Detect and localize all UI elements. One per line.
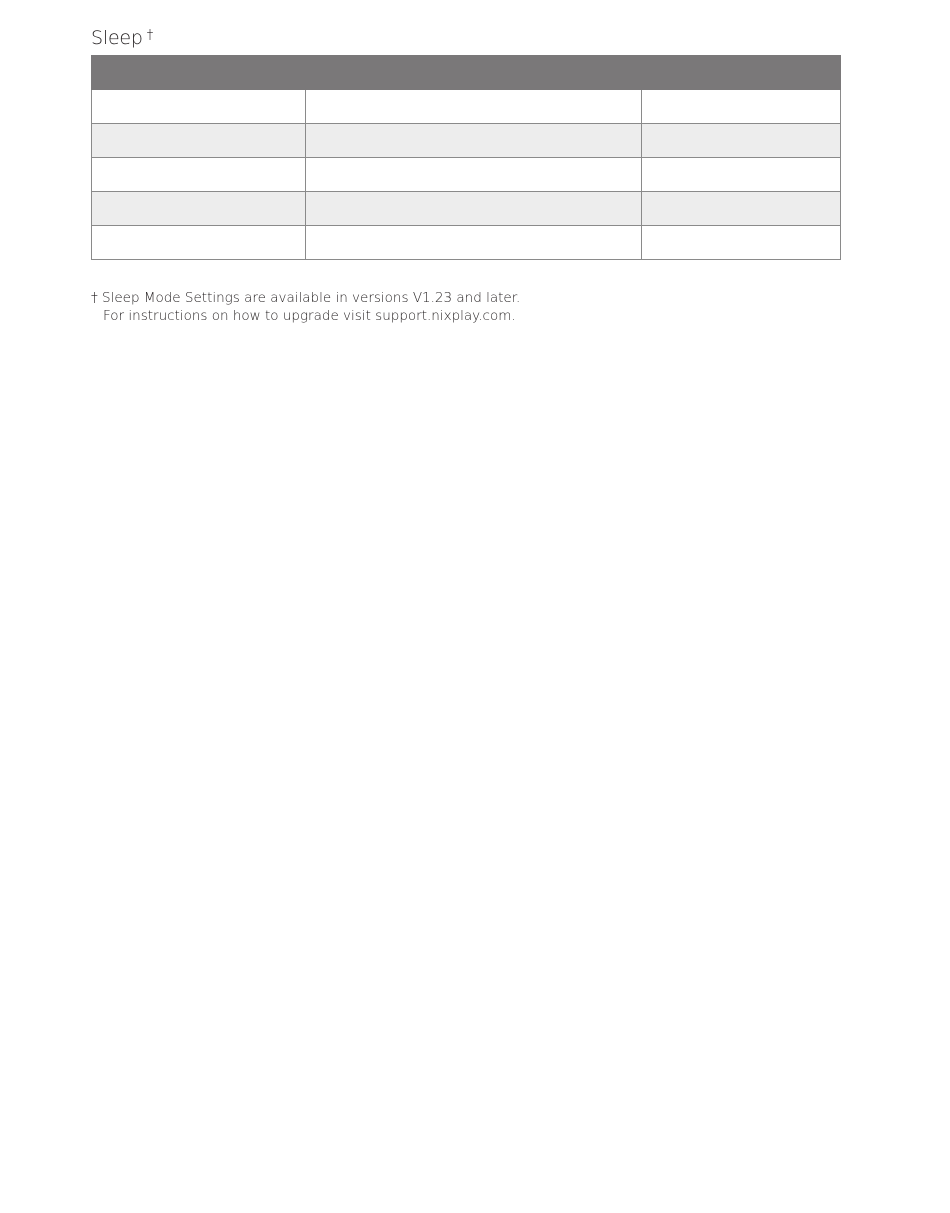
table-row: [92, 192, 841, 226]
table-cell: [642, 192, 841, 226]
table-cell: [306, 158, 642, 192]
table-row: [92, 124, 841, 158]
table-header-cell: [306, 56, 642, 90]
table-cell: [92, 124, 306, 158]
table-row: [92, 226, 841, 260]
footnote-line-2: For instructions on how to upgrade visit support.nixplay.com.: [103, 308, 516, 324]
section-title-text: Sleep: [91, 27, 143, 49]
table-header-cell: [642, 56, 841, 90]
table-cell: [92, 90, 306, 124]
dagger-mark: †: [146, 28, 154, 43]
table-cell: [642, 226, 841, 260]
table-cell: [642, 158, 841, 192]
footnote-line-1: † Sleep Mode Settings are available in versions V1.23 and later.: [91, 290, 521, 306]
table-header-row: [92, 56, 841, 90]
table-cell: [92, 192, 306, 226]
table-cell: [642, 124, 841, 158]
table-cell: [306, 192, 642, 226]
table-cell: [306, 124, 642, 158]
footnote: [91, 289, 520, 325]
table-cell: [92, 226, 306, 260]
table-cell: [306, 90, 642, 124]
table-cell: [642, 90, 841, 124]
table-row: [92, 90, 841, 124]
table-cell: [306, 226, 642, 260]
table-header-cell: [92, 56, 306, 90]
sleep-settings-table: [91, 55, 841, 260]
table-row: [92, 158, 841, 192]
section-title: [91, 27, 153, 49]
table-cell: [92, 158, 306, 192]
